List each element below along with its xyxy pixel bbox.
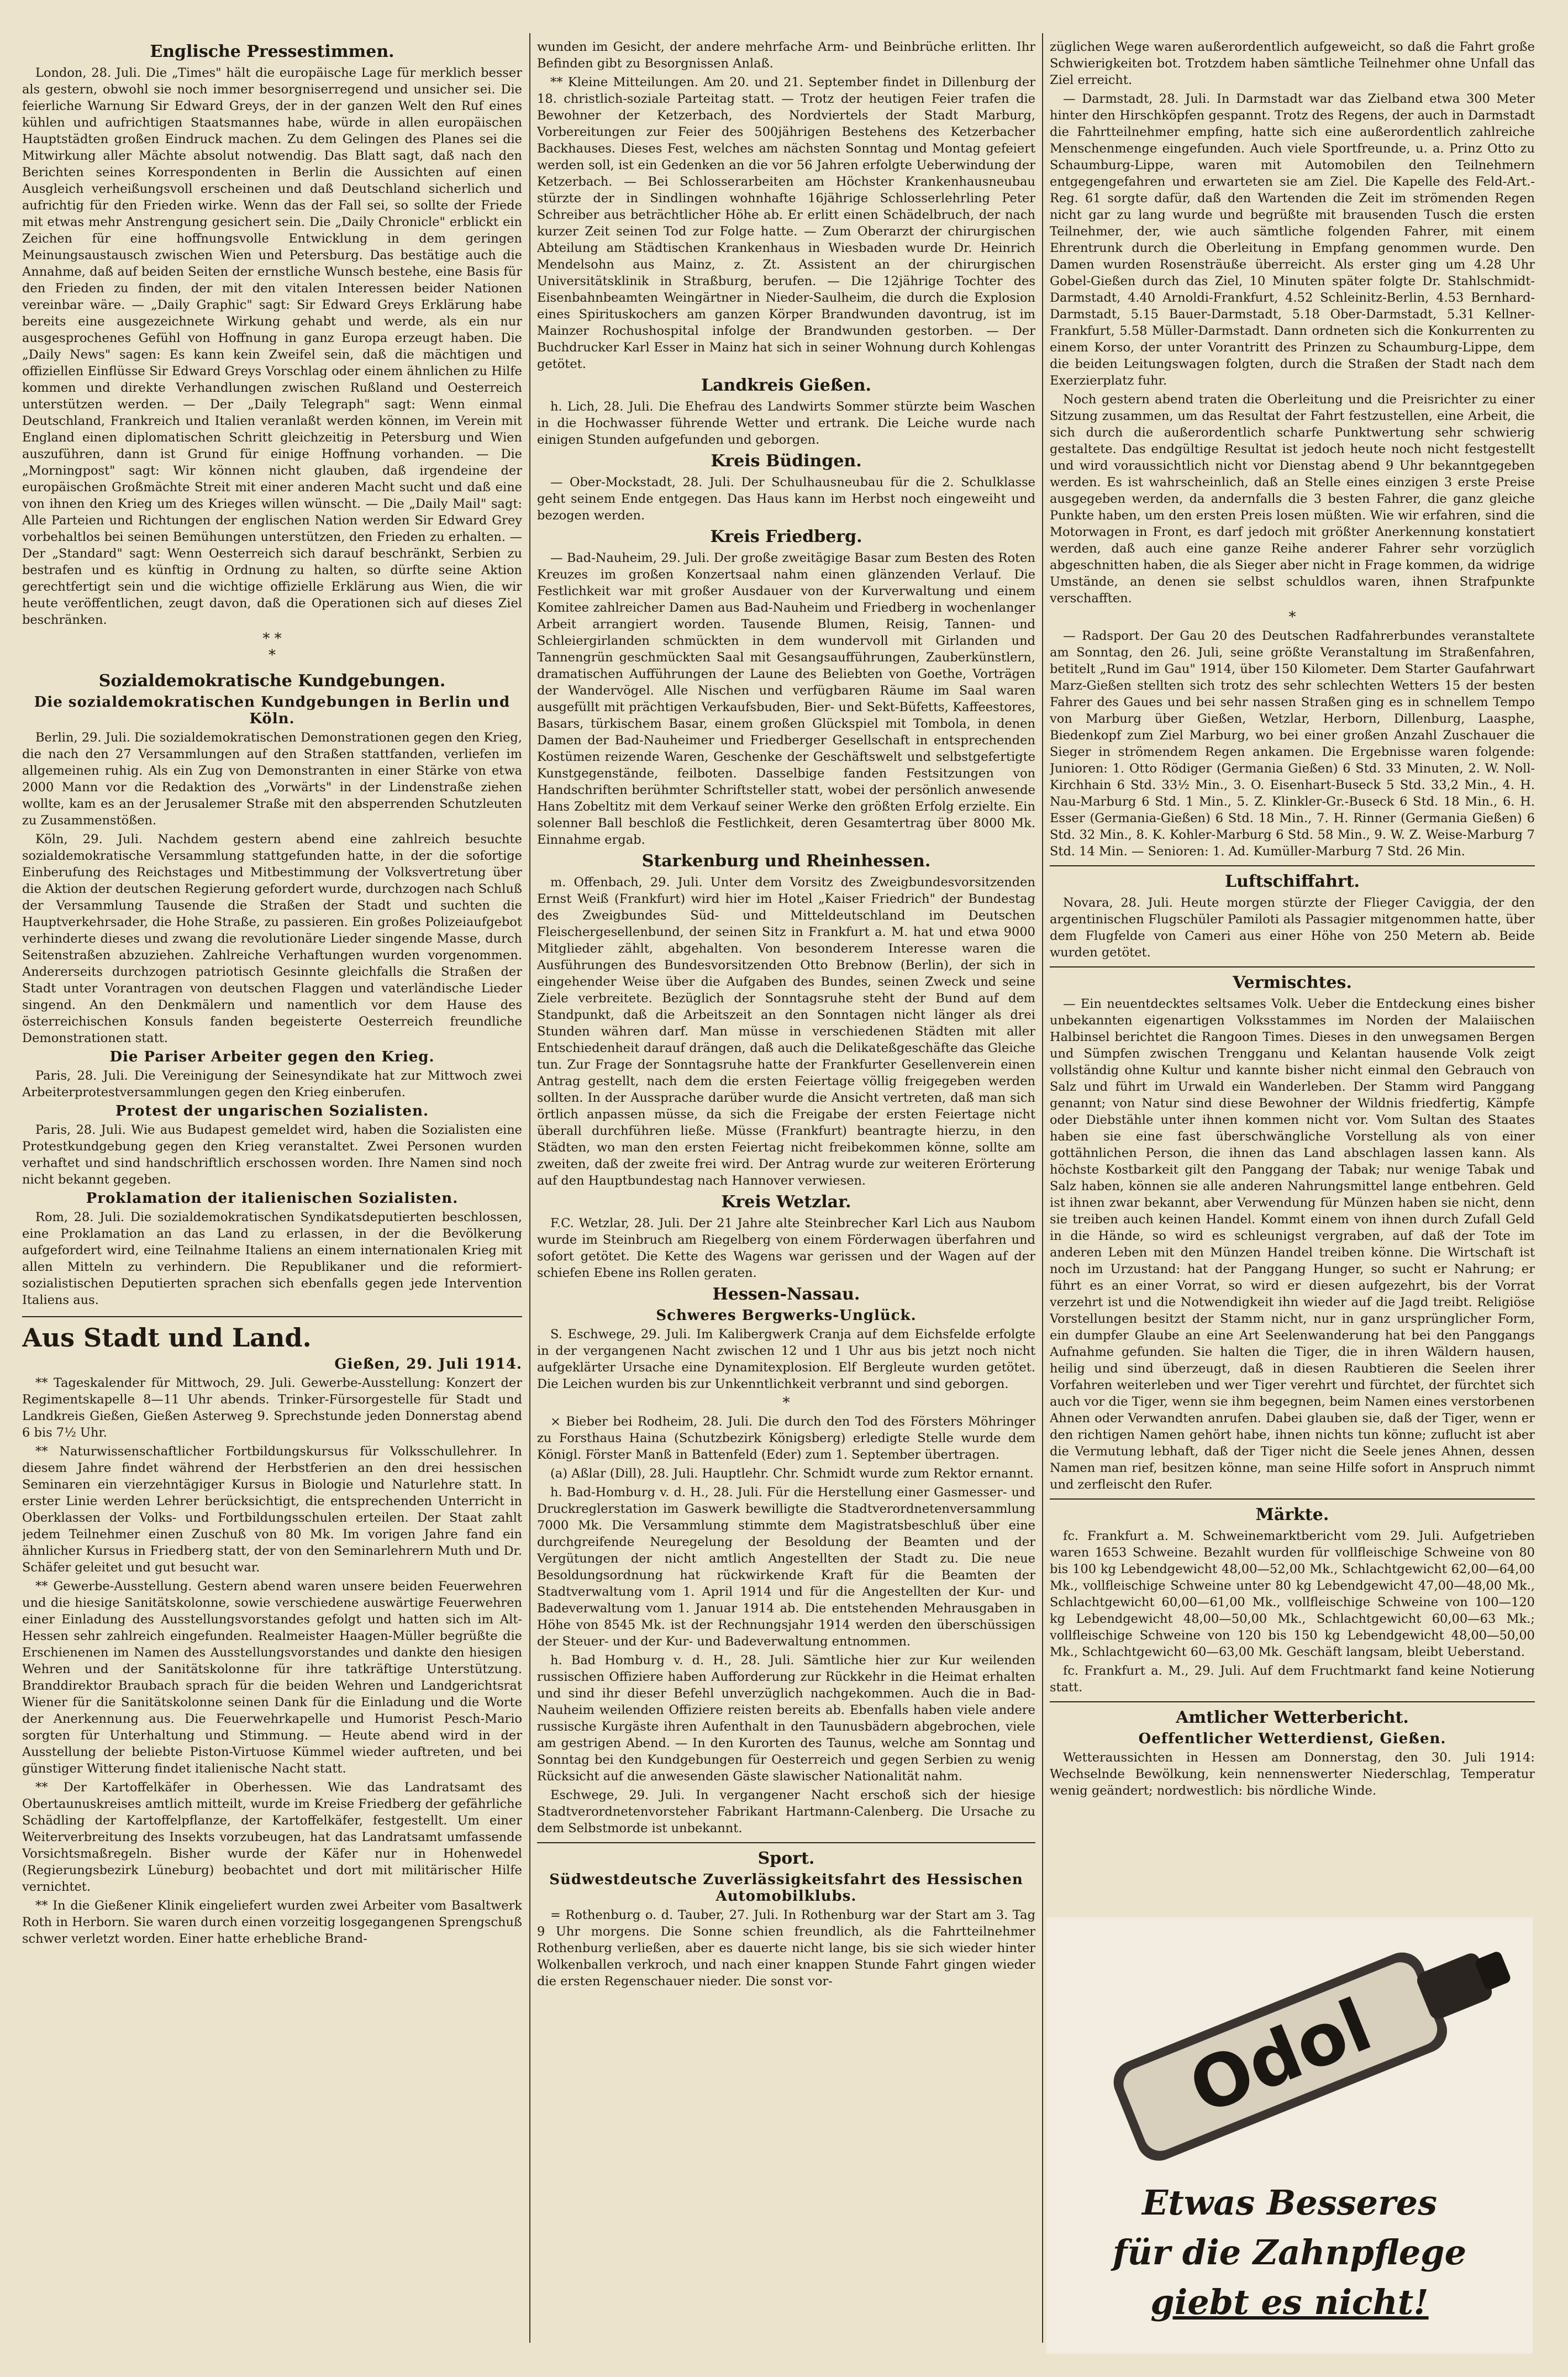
divider (1050, 1498, 1535, 1500)
ad-slogan-line1: Etwas Besseres (1141, 2183, 1438, 2223)
column-rule-2 (1042, 33, 1043, 2343)
paragraph: F.C. Wetzlar, 28. Juli. Der 21 Jahre alte Steinbrecher Karl Lich aus Naubom wurde im Steinbruch am Riegelberg von einem Förderwagen überfahren und sofort getötet. Die Kette des Wagens war gerissen und der Wagen auf der schiefen Ebene ins Rollen geraten. (537, 1216, 1035, 1280)
paragraph: ** Gewerbe-Ausstellung. Gestern abend waren unsere beiden Feuerwehren und die hiesige Sanitätskolonne, sowie verschiedene auswärtige Feuerwehren einer Einladung des Ausstellungsvorstandes gefolgt und hatten sich im Alt-Hessen sehr zahlreich eingefunden. Realmeister Haagen-Müller begrüßte die Erschienenen im Namen des Ausstellungsvorstandes und dankte den hiesigen Wehren und der Sanitätskolonne für ihre tatkräftige Unterstützung. Branddirektor Braubach sprach für die beiden Wehren und Landgerichtsrat Wiener für die Sanitätskolonne seinen Dank für die Einladung und die Worte der Anerkennung aus. Die Feuerwehrkapelle und Humorist Pesch-Mario sorgten für Unterhaltung und Stimmung. — Heute abend wird in der Ausstellung der beliebte Piston-Virtuose Kümmel wieder auftreten, und bei günstiger Witterung findet italienische Nacht statt. (22, 1579, 522, 1776)
odol-advertisement (1046, 1917, 1533, 2354)
paragraph: Paris, 28. Juli. Die Vereinigung der Seinesyndikate hat zur Mittwoch zwei Arbeiterprotestversammlungen gegen den Krieg einberufen. (22, 1069, 522, 1100)
subheadline: Die sozialdemokratischen Kundgebungen in Berlin und Köln. (34, 694, 511, 727)
subheadline: Proklamation der italienischen Sozialisten. (86, 1190, 459, 1207)
headline-wetterbericht: Amtlicher Wetterbericht. (1176, 1708, 1409, 1727)
divider (1050, 966, 1535, 967)
paragraph: London, 28. Juli. Die „Times" hält die europäische Lage für merklich besser als gestern, obwohl sie noch immer besorgniserregend und unsicher sei. Die feierliche Warnung Sir Edward Greys, der in der ganzen Welt den Ruf eines kühlen und aufrichtigen Staatsmannes habe, würde in allen europäischen Hauptstädten großen Eindruck machen. Zu dem Gelingen des Planes sei die Mitwirkung aller Mächte absolut notwendig. Das Blatt sagt, daß nach den Berichten seines Korrespondenten in Berlin die Aussichten auf einen Ausgleich verheißungsvoll erscheinen und daß Deutschland sicherlich und aufrichtig für den Frieden wirke. Wenn das der Fall sei, so sollte der Friede mit etwas mehr Anstrengung gesichert sein. Die „Daily Chronicle" erblickt ein Zeichen für eine hoffnungsvolle Entwicklung in dem geringen Meinungsaustausch zwischen Wien und Petersburg. Das bestätige auch die Annahme, daß auf beiden Seiten der ernstliche Wunsch bestehe, eine Basis für den Frieden zu finden, der mit den vitalen Interessen beider Nationen vereinbar wäre. — „Daily Graphic" sagt: Sir Edward Greys Erklärung habe bereits eine ausgezeichnete Wirkung gehabt und werde, als ein nur ausgesprochenes Gefühl von Hoffnung in ganz Europa erzeugt haben. Die „Daily News" sagen: Es kann kein Zweifel sein, daß die mächtigen und offiziellen Einflüsse Sir Edward Greys Vorschlag oder einem ähnlichen zu Hilfe kommen und direkte Verhandlungen zwischen Rußland und Oesterreich unterstützen werden. — Der „Daily Telegraph" sagt: Wenn einmal Deutschland, Frankreich und Italien veranlaßt werden können, im Verein mit England einen diplomatischen Schritt gleichzeitig in Petersburg und Wien auszuführen, dann ist Grund für einige Hoffnung vorhanden. — Die „Morningpost" sagt: Wir können nicht glauben, daß irgendeine der europäischen Großmächte Streit mit einer anderen Macht sucht und daß eine von ihnen den Krieg um des Krieges willen wünscht. — Die „Daily Mail" sagt: Alle Parteien und Richtungen der englischen Nation werden Sir Edward Grey vorbehaltlos bei seinen Bemühungen unterstützen, den Frieden zu erhalten. — Der „Standard" sagt: Wenn Oesterreich sich darauf beschränkt, Serbien zu bestrafen und es künftig in Ordnung zu halten, so dürfte seine Aktion gerechtfertigt sein und die wichtige offizielle Erklärung aus Wien, die wir heute veröffentlichen, zeugt davon, daß die Operationen sich auf dieses Ziel beschränken. (22, 66, 522, 627)
dateline: Gießen, 29. Juli 1914. (334, 1356, 522, 1372)
paragraph: ** Tageskalender für Mittwoch, 29. Juli. Gewerbe-Ausstellung: Konzert der Regimentskapelle 8—11 Uhr abends. Trinker-Fürsorgestelle für Stadt und Landkreis Gießen, Gießen Asterweg 9. Sprechstunde jeden Donnerstag abend 6 bis 7½ Uhr. (22, 1376, 522, 1440)
paragraph: m. Offenbach, 29. Juli. Unter dem Vorsitz des Zweigbundesvorsitzenden Ernst Weiß (Frankfurt) wird hier im Hotel „Kaiser Friedrich" der Bundestag des Zweigbundes Süd- und Mitteldeutschland im Deutschen Fleischergesellenbund, der seinen Sitz in Frankfurt a. M. hat und etwa 9000 Mitglieder zählt, abgehalten. Von besonderem Interesse waren die Ausführungen des Bundesvorsitzenden Otto Brebnow (Berlin), der sich in eingehender Weise über die Aufgaben des Bundes, seinen Zweck und seine Ziele verbreitete. Bezüglich der Sonntagsruhe steht der Bund auf dem Standpunkt, daß die Arbeitszeit an den Sonntagen nicht länger als drei Stunden währen darf. Man müsse in verschiedenen Städten mit aller Entschiedenheit darauf drängen, daß auch die Delikateßgeschäfte das Gleiche tun. Zur Frage der Sonntagsruhe hatte der Frankfurter Gesellenverein einen Antrag gestellt, nach dem die ersten Feiertage völlig freigegeben werden sollten. In der Aussprache darüber wurde die Ansicht vertreten, daß man sich örtlich anpassen müsse, da sich die Freigabe der ersten Feiertage nicht überall durchführen ließe. Müsse (Frankfurt) beantragte hierzu, in den Städten, wo man den ersten Feiertag nicht freibekommen könne, sollte am zweiten, daß der zweite frei wird. Der Antrag wurde zur weiteren Erörterung auf den Hauptbundestag nach Hannover verwiesen. (537, 875, 1035, 1188)
paragraph: — Ein neuentdecktes seltsames Volk. Ueber die Entdeckung eines bisher unbekannten eigenartigen Volksstammes im Norden der Malaiischen Halbinsel berichtet die Rangoon Times. Dieses in den unwegsamen Bergen und Sümpfen zwischen Trengganu und Kelantan hausende Volk zeigt vollständig ohne Kultur und kannte bisher nicht einmal den Gebrauch von Salz und führt im Urwald ein Wanderleben. Der Stamm wird Panggang genannt; von Natur sind diese Bewohner der Wildnis friedfertig, Kämpfe oder Diebstähle unter ihnen kommen nicht vor. Vom Sultan des Staates haben sie eine fast überschwängliche Vorstellung als von einer gottähnlichen Person, die ihnen das Land abschlagen lassen kann. Als höchste Kostbarkeit gilt den Panggang der Tabak; nur wenige Tabak und Salz haben, können sie alle anderen Nahrungsmittel lange entbehren. Geld ist ihnen zwar bekannt, aber Verwendung für Münzen haben sie nicht, denn sie treiben auch keinen Handel. Kommt einem von ihnen durch Zufall Geld in die Hände, so wird es schleunigst vergraben, auf daß der Tote im anderen Leben mit den Münzen Handel treiben könne. Die Wirtschaft ist noch im Urzustand: hat der Panggang Hunger, so sucht er Nahrung; er führt es an einer Vorrat, so wird er diesen aufgezehrt, bis der Vorrat verzehrt ist und die Notwendigkeit ihn wieder auf die Jagd treibt. Religiöse Vorstellungen besitzt der Stamm nicht, nur in ganz ursprünglicher Form, ein dumpfer Glaube an eine Art Seelenwanderung hat bei den Panggangs Aufnahme gefunden. Sie halten die Tiger, die in ihren Wäldern hausen, heilig und sind überzeugt, daß in diesen Raubtieren die Seelen ihrer Vorfahren weiterleben und wer Tiger verehrt und fürchtet, der fürchtet sich auch vor die Tiger, wenn sie ihm begegnen, beim Namen eines verstorbenen Ahnen oder Verwandten anrufen. Dabei glauben sie, daß der Tiger, wenn er den richtigen Namen gehört habe, ihnen nichts tun könne; zuflucht ist aber die Vermutung lebhaft, daß der Tiger nicht die Seele jenes Ahnen, dessen Namen man rief, besitzen könne, man seine Hilfe sofort in Anspruch nimmt und zerfleischt den Rufer. (1050, 997, 1535, 1492)
paragraph: h. Lich, 28. Juli. Die Ehefrau des Landwirts Sommer stürzte beim Waschen in die Hochwasser führende Wetter und ertrank. Die Leiche wurde nach einigen Stunden aufgefunden und geborgen. (537, 399, 1035, 447)
paragraph: Wetteraussichten in Hessen am Donnerstag, den 30. Juli 1914: Wechselnde Bewölkung, kein nennenswerter Niederschlag, Temperatur wenig geändert; nordwestlich: bis nördliche Winde. (1050, 1750, 1535, 1798)
subheadline: Südwestdeutsche Zuverlässigkeitsfahrt des Hessischen Automobilklubs. (549, 1871, 1023, 1905)
brand-logo: Odol (1178, 1982, 1383, 2131)
headline-vermischtes: Vermischtes. (1233, 973, 1352, 992)
headline-hessen-nassau: Hessen-Nassau. (712, 1285, 860, 1304)
paragraph: ** Naturwissenschaftlicher Fortbildungskursus für Volksschullehrer. In diesem Jahre findet während der Herbstferien an den drei hessischen Seminaren ein vierzehntägiger Kursus in Biologie und Naturlehre statt. In erster Linie werden Lehrer berücksichtigt, die entsprechenden Unterricht in Oberklassen der Volks- und Fortbildungsschulen erteilen. Der Staat zahlt jedem Teilnehmer einen Zuschuß von 80 Mk. Im vorigen Jahre fand ein ähnlicher Kursus in Friedberg statt, der von den Seminarlehrern Muth und Dr. Schäfer geleitet und gut besucht war. (22, 1444, 522, 1575)
subheadline: Protest der ungarischen Sozialisten. (115, 1103, 429, 1119)
section-title-stadt-und-land: Aus Stadt und Land. (22, 1323, 312, 1353)
column-rule-1 (529, 33, 530, 2343)
column-1 (22, 39, 522, 2365)
ad-slogan-line2: für die Zahnpflege (1112, 2232, 1467, 2273)
article-english-press (22, 42, 522, 664)
headline-social-democrats: Sozialdemokratische Kundgebungen. (98, 671, 446, 691)
paragraph: Rom, 28. Juli. Die sozialdemokratischen Syndikatsdeputierten beschlossen, eine Proklamation an das Land zu erlassen, in der die Bevölkerung aufgefordert wird, eine Teilnahme Italiens an einem internationalen Krieg mit allen Mitteln zu verhindern. Die Republikaner und die reformiert-sozialistischen Deputierten sprachen sich ebenfalls gegen jede Intervention Italiens aus. (22, 1210, 522, 1307)
paragraph: — Ober-Mockstadt, 28. Juli. Der Schulhausneubau für die 2. Schulklasse geht seinem Ende entgegen. Das Haus kann im Herbst noch eingeweiht und bezogen werden. (537, 475, 1035, 523)
paragraph: fc. Frankfurt a. M., 29. Juli. Auf dem Fruchtmarkt fand keine Notierung statt. (1050, 1664, 1535, 1695)
odol-bottle-illustration (1046, 1917, 1533, 2177)
paragraph: — Bad-Nauheim, 29. Juli. Der große zweitägige Basar zum Besten des Roten Kreuzes im großen Konzertsaal nahm einen glänzenden Verlauf. Die Festlichkeit war mit großer Ausdauer von der Kurverwaltung und einem Komitee zahlreicher Damen aus Bad-Nauheim und Friedberg in wochenlanger Arbeit arrangiert worden. Tausende Blumen, Reisig, Tannen- und Schleiergirlanden schmückten in dem wundervoll mit Girlanden und Tannengrün geschmückten Saal mit Gesangsaufführungen, Zauberkünstlern, dramatischen Aufführungen der Laune des Beliebten von Goethe, Vorträgen der Wandervögel. Alle Nischen und verfügbaren Räume im Saal waren ausgefüllt mit prächtigen Verkaufsbuden, Bier- und Sekt-Büfetts, Kaffeestores, Basars, türkischem Basar, einem großen Glückspiel mit Tombola, in denen Damen der Bad-Nauheimer und Friedberger Gesellschaft in entsprechenden Kostümen reizende Waren, Geschenke der Geschäftswelt und selbstgefertigte Kunstgegenstände, feilboten. Dasselbige fanden Festsitzungen von Handschriften berühmter Schriftsteller statt, wobei der persönlich anwesende Hans Zobeltitz mit dem Verkauf seiner Werke den größten Erfolg erzielte. Ein solenner Ball beschloß die Festlichkeit, deren Gesamtertrag über 8000 Mk. Einnahme ergab. (537, 551, 1035, 847)
paragraph: Novara, 28. Juli. Heute morgen stürzte der Flieger Caviggia, der den argentinischen Flugschüler Pamiloti als Passagier mitgenommen hatte, über dem Flugfelde von Cameri aus einer Höhe von 250 Metern ab. Beide wurden getötet. (1050, 896, 1535, 960)
headline-luftschiffahrt: Luftschiffahrt. (1224, 872, 1360, 891)
paragraph: = Rothenburg o. d. Tauber, 27. Juli. In Rothenburg war der Start am 3. Tag 9 Uhr morgens. Die Sonne schien freundlich, als die Fahrtteilnehmer Rothenburg verließen, aber es dauerte nicht lange, bis sie sich wieder hinter Wolkenballen verkroch, und nach einer knappen Stunde Fahrt gingen wieder die ersten Regenschauer nieder. Die sonst vor- (537, 1908, 1035, 1989)
paragraph: h. Bad Homburg v. d. H., 28. Juli. Sämtliche hier zur Kur weilenden russischen Offiziere haben Aufforderung zur Rückkehr in die Heimat erhalten und sind ihr dieser Befehl unverzüglich nachgekommen. Auch die in Bad-Nauheim weilenden Offiziere reisten bereits ab. Ebenfalls haben viele andere russische Kurgäste ihren Aufenthalt in den Taunusbädern abgebrochen, viele am gestrigen Abend. — In den Kurorten des Taunus, welche am Sonntag und Sonntag bei den Kundgebungen für Oesterreich und gegen Serbien zu wenig Rücksicht auf die anwesenden Gäste slawischer Nationalität nahm. (537, 1653, 1035, 1784)
paragraph: Noch gestern abend traten die Oberleitung und die Preisrichter zu einer Sitzung zusammen, um das Resultat der Fahrt festzustellen, eine Arbeit, die sich durch die außerordentlich scharfe Punktwertung sehr schwierig gestaltete. Das endgültige Resultat ist jedoch heute noch nicht festgestellt und wird voraussichtlich nicht vor Dienstag abend 9 Uhr bekanntgegeben werden. Es ist wahrscheinlich, daß an Stelle eines einzigen 3 erste Preise ausgegeben werden, da andernfalls die 3 besten Fahrer, die ganz gleiche Punkte haben, um den ersten Preis losen müßten. Wie wir erfahren, sind die Motorwagen in Front, es darf jedoch mit größter Anerkennung konstatiert werden, daß auch eine ganze Reihe anderer Fahrer sehr vorzüglich abgeschnitten haben, die als Sieger aber nicht in Frage kommen, da widrige Umstände, an denen sie selbst schuldlos waren, ihnen Strafpunkte verschafften. (1050, 392, 1535, 606)
paragraph: S. Eschwege, 29. Juli. Im Kalibergwerk Cranja auf dem Eichsfelde erfolgte in der vergangenen Nacht zwischen 12 und 1 Uhr aus bis jetzt noch nicht aufgeklärter Ursache eine Dynamitexplosion. Elf Bergleute wurden getötet. Die Leichen wurden bis zur Unkenntlichkeit verbrannt und sind geborgen. (537, 1327, 1035, 1391)
paragraph: ** Kleine Mitteilungen. Am 20. und 21. September findet in Dillenburg der 18. christlich-soziale Parteitag statt. — Trotz der heutigen Feier trafen die Bewohner der Ketzerbach, des Nordviertels der Stadt Marburg, Vorbereitungen zur Feier des 500jährigen Bestehens des Ketzerbacher Backhauses. Dieses Fest, welches am nächsten Sonntag und Montag gefeiert werden soll, ist ein Gedenken an die vor 56 Jahren erfolgte Ueberwindung der Ketzerbach. — Bei Schlosserarbeiten am Höchster Krankenhausneubau stürzte der in Sindlingen wohnhafte 16jährige Schlosserlehrling Peter Schreiber aus beträchtlicher Höhe ab. Er erlitt einen Schädelbruch, der nach kurzer Zeit seinen Tod zur Folge hatte. — Zum Oberarzt der chirurgischen Abteilung am Städtischen Krankenhaus in Wiesbaden wurde Dr. Heinrich Mendelsohn aus Mainz, z. Zt. Assistent an der chirurgischen Universitätsklinik in Straßburg, berufen. — Die 12jährige Tochter des Eisenbahnbeamten Weingärtner in Nieder-Saulheim, die durch die Explosion eines Spirituskochers am ganzen Körper Brandwunden davontrug, ist im Mainzer Rochushospital infolge der Brandwunden gestorben. — Der Buchdrucker Karl Esser in Mainz hat sich in seiner Wohnung durch Kohlengas getötet. (537, 75, 1035, 371)
headline-sport: Sport. (757, 1849, 815, 1868)
star-separator: * (1288, 609, 1296, 625)
paragraph: Berlin, 29. Juli. Die sozialdemokratischen Demonstrationen gegen den Krieg, die nach den 27 Versammlungen auf den Straßen stattfanden, verliefen im allgemeinen ruhig. Als ein Zug von Demonstranten in einer Stärke von etwa 2000 Mann vor die Redaktion des „Vorwärts" in der Lindenstraße ziehen wollte, kam es an der Jerusalemer Straße mit den absperrenden Schutzleuten zu Zusammenstößen. (22, 730, 522, 828)
star-separator: * (782, 1395, 790, 1411)
paragraph: fc. Frankfurt a. M. Schweinemarktbericht vom 29. Juli. Aufgetrieben waren 1653 Schweine. Bezahlt wurden für vollfleischige Schweine von 80 bis 100 kg Lebendgewicht 48,00—52,00 Mk., Schlachtgewicht 62,00—64,00 Mk., vollfleischige Schweine unter 80 kg Lebendgewicht 47,00—48,00 Mk., Schlachtgewicht 60,00—61,00 Mk., vollfleischige Schweine von 100—120 kg Lebendgewicht 48,00—50,00 Mk., Schlachtgewicht 60,00—63 Mk.; vollfleischige Schweine von 120 bis 150 kg Lebendgewicht 48,00—50,00 Mk., Schlachtgewicht 60—63,00 Mk. Geschäft langsam, bleibt Ueberstand. (1050, 1529, 1535, 1659)
star-separator: * * * (262, 630, 282, 664)
divider (1050, 1701, 1535, 1702)
paragraph: (a) Aßlar (Dill), 28. Juli. Hauptlehr. Chr. Schmidt wurde zum Rektor ernannt. (550, 1466, 1034, 1481)
column-2 (537, 39, 1035, 2365)
paragraph: ** Der Kartoffelkäfer in Oberhessen. Wie das Landratsamt des Obertaunuskreises amtlich mitteilt, wurde im Kreise Friedberg der gefährliche Schädling der Kartoffelpflanze, der Kartoffelkäfer, festgestellt. Um einer Weiterverbreitung des Insekts vorzubeugen, hat das Landratsamt umfassende Vorsichtsmaßregeln. Bisher wurde der Käfer nur in Hohenwedel (Regierungsbezirk Lüneburg) beobachtet und dort mit militärischer Hilfe vernichtet. (22, 1780, 522, 1894)
divider (22, 1316, 522, 1317)
paragraph: — Radsport. Der Gau 20 des Deutschen Radfahrerbundes veranstaltete am Sonntag, den 26. Juli, seine größte Veranstaltung im Straßenfahren, betitelt „Rund im Gau" 1914, über 150 Kilometer. Dem Starter Gaufahrwart Marz-Gießen stellten sich trotz des sehr schlechten Wetters 15 der besten Fahrer des Gaues und bei sehr nassen Straßen ging es in schnellem Tempo von Marburg über Gießen, Wetzlar, Herborn, Dillenburg, Laasphe, Biedenkopf zum Ziel Marburg, wo bei einer großen Anzahl Zuschauer die Sieger in strömendem Regen ankamen. Die Ergebnisse waren folgende: Junioren: 1. Otto Rödiger (Germania Gießen) 6 Std. 33 Minuten, 2. W. Noll-Kirchhain 6 Std. 33½ Min., 3. O. Eisenhart-Buseck 5 Std. 33,2 Min., 4. H. Nau-Marburg 6 Std. 1 Min., 5. Z. Klinkler-Gr.-Buseck 6 Std. 18 Min., 6. H. Esser (Germania-Gießen) 6 Std. 18 Min., 7. H. Rinner (Germania Gießen) 6 Std. 32 Min., 8. K. Kohler-Marburg 6 Std. 58 Min., 9. W. Z. Weise-Marburg 7 Std. 14 Min. — Senioren: 1. Ad. Kumüller-Marburg 7 Std. 26 Min. (1050, 629, 1535, 859)
paragraph: züglichen Wege waren außerordentlich aufgeweicht, so daß die Fahrt große Schwierigkeiten bot. Trotzdem haben sämtliche Teilnehmer ohne Unfall das Ziel erreicht. (1050, 40, 1535, 87)
paragraph: — Darmstadt, 28. Juli. In Darmstadt war das Zielband etwa 300 Meter hinter den Hirschköpfen gespannt. Trotz des Regens, der auch in Darmstadt die Fahrtteilnehmer empfing, hatte sich eine außerordentlich zahlreiche Menschenmenge eingefunden. Auch viele Sportfreunde, u. a. Prinz Otto zu Schaumburg-Lippe, waren mit Automobilen den Teilnehmern entgegengefahren und erwarteten sie am Ziel. Die Kapelle des Feld-Art.-Reg. 61 sorgte dafür, daß den Wartenden die Zeit im strömenden Regen nicht gar zu lang wurde und begrüßte mit brausenden Tusch die ersten Teilnehmer, der, wie auch sämtliche folgenden Fahrer, mit einem Ehrentrunk durch die Oberleitung in Empfang genommen wurde. Den Damen wurden Rosensträuße überreicht. Als erster ging um 4.28 Uhr Gobel-Gießen durch das Ziel, 10 Minuten später folgte Dr. Stahlschmidt-Darmstadt, 4.40 Arnoldi-Frankfurt, 4.52 Schleinitz-Berlin, 4.53 Bernhard-Darmstadt, 5.15 Bauer-Darmstadt, 5.18 Ober-Darmstadt, 5.31 Kellner-Frankfurt, 5.58 Müller-Darmstadt. Dann ordneten sich die Konkurrenten zu einem Korso, der unter Vorantritt des Prinzen zu Schaumburg-Lippe, dem die beiden Leitungswagen folgten, durch die Straßen der Stadt nach dem Exerzierplatz fuhr. (1050, 92, 1535, 388)
paragraph: ** In die Gießener Klinik eingeliefert wurden zwei Arbeiter vom Basaltwerk Roth in Herborn. Sie waren durch einen vorzeitig losgegangenen Sprengschuß schwer verletzt worden. Einer hatte erhebliche Brand- (22, 1899, 522, 1946)
ad-slogan-line3: giebt es nicht! (1150, 2282, 1429, 2322)
paragraph: Eschwege, 29. Juli. In vergangener Nacht erschoß sich der hiesige Stadtverordnetenvorsteher Fabrikant Hartmann-Calenberg. Die Ursache zu dem Selbstmorde ist unbekannt. (537, 1788, 1035, 1836)
column-3 (1050, 39, 1535, 1906)
paragraph: Köln, 29. Juli. Nachdem gestern abend eine zahlreich besuchte sozialdemokratische Versammlung stattgefunden hatte, in der die sofortige Einberufung des Reichstages und Mitbestimmung der Volksvertretung über die Aktion der deutschen Regierung gefordert wurde, durchzogen nach Schluß der Versammlung Tausende die Straßen der Stadt und suchten die Hauptverkehrsader, die Hohe Straße, zu passieren. Ein großes Polizeiaufgebot verhinderte dieses und zwang die revolutionäre Lieder singende Masse, durch Seitenstraßen abzuziehen. Zahlreiche Verhaftungen wurden vorgenommen. Andererseits durchzogen patriotisch Gesinnte gleichfalls die Straßen der Stadt unter Vorantragen von deutschen Flaggen und vaterländische Lieder singend. An den Denkmälern und namentlich vor dem Hause des österreichischen Konsuls fanden begeisterte Oesterreich freundliche Demonstrationen statt. (22, 832, 522, 1045)
headline-kreis-buedingen: Kreis Büdingen. (711, 451, 862, 471)
subheadline: Schweres Bergwerks-Unglück. (656, 1307, 917, 1324)
subheadline: Oeffentlicher Wetterdienst, Gießen. (1138, 1731, 1446, 1747)
divider (537, 1842, 1035, 1843)
divider (1050, 865, 1535, 866)
headline-kreis-friedberg: Kreis Friedberg. (710, 527, 862, 546)
headline-starkenburg: Starkenburg und Rheinhessen. (641, 851, 931, 871)
paragraph: Paris, 28. Juli. Wie aus Budapest gemeldet wird, haben die Sozialisten eine Protestkundgebung gegen den Krieg veranstaltet. Zwei Personen wurden verhaftet und sind handschriftlich erschossen worden. Ihre Namen sind noch nicht bekannt gegeben. (22, 1123, 522, 1187)
paragraph: h. Bad-Homburg v. d. H., 28. Juli. Für die Herstellung einer Gasmesser- und Druckreglerstation im Gaswerk bewilligte die Stadtverordnetenversammlung 7000 Mk. Die Versammlung stimmte dem Magistratsbeschluß über eine durchgreifende Neuregelung der Besoldung der Beamten und der Vergütungen der nicht amtlich Angestellten der Stadt zu. Die neue Besoldungsordnung hat rückwirkende Kraft für die Beamten der Stadtverwaltung vom 1. April 1914 und für die Angestellten der Kur- und Badeverwaltung vom 1. Januar 1914 ab. Die entstehenden Mehrausgaben in Höhe von 8545 Mk. ist der Rechnungsjahr 1914 werden den überschüssigen der Steuer- und der Kur- und Badeverwaltung entnommen. (537, 1485, 1035, 1649)
paragraph: × Bieber bei Rodheim, 28. Juli. Die durch den Tod des Försters Möhringer zu Forsthaus Haina (Schutzbezirk Königsberg) erledigte Stelle wurde dem Königl. Förster Manß in Battenfeld (Eder) zum 1. September übertragen. (537, 1414, 1035, 1462)
subheadline: Die Pariser Arbeiter gegen den Krieg. (109, 1049, 435, 1065)
section-stadt-und-land (22, 1323, 522, 1947)
headline-maerkte: Märkte. (1255, 1505, 1329, 1524)
headline-english-press: Englische Pressestimmen. (150, 42, 394, 61)
headline-landkreis-giessen: Landkreis Gießen. (701, 376, 871, 395)
article-social-democrats (22, 671, 522, 1308)
headline-kreis-wetzlar: Kreis Wetzlar. (721, 1192, 851, 1212)
paragraph: wunden im Gesicht, der andere mehrfache Arm- und Beinbrüche erlitten. Ihr Befinden gibt zu Besorgnissen Anlaß. (537, 40, 1035, 71)
